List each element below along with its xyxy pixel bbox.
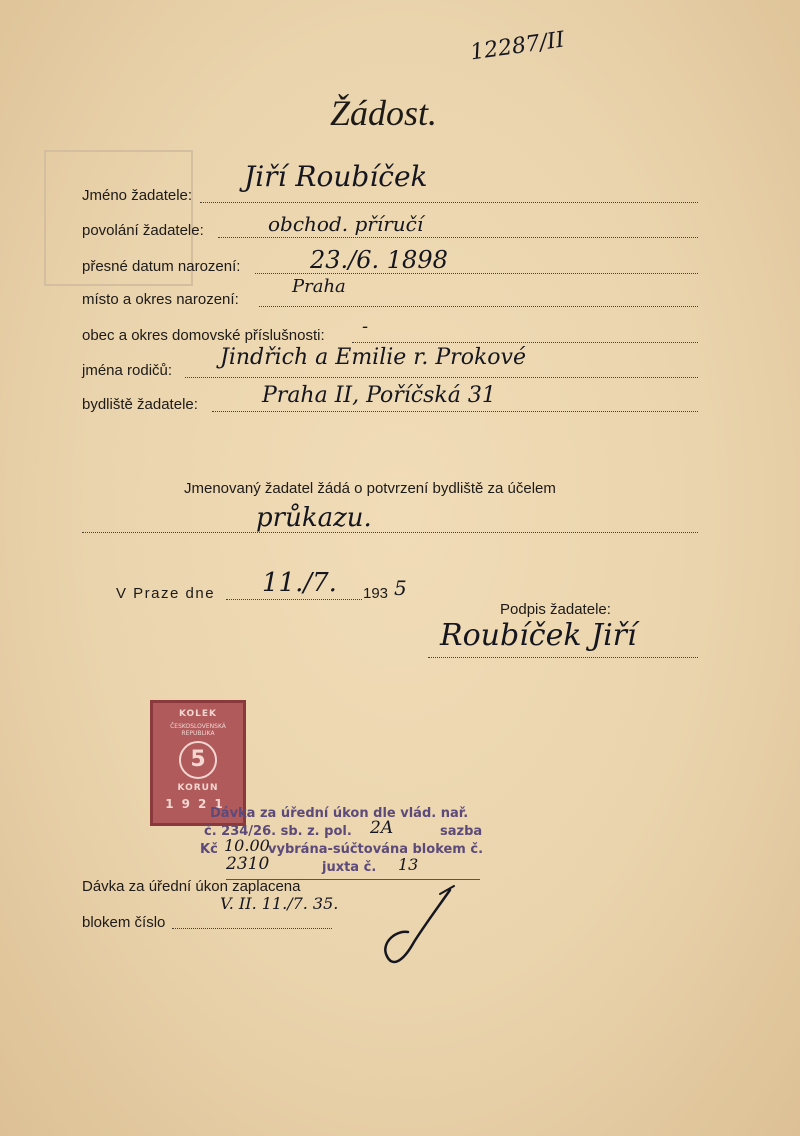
field-label-occupation: povolání žadatele:: [82, 222, 204, 239]
fee-paid-label: Dávka za úřední úkon zaplacena: [82, 878, 301, 895]
fee-stamp-line2-prefix: č. 234/26. sb. z. pol.: [204, 824, 352, 839]
revenue-stamp-middle: ČESKOSLOVENSKÁ REPUBLIKA: [170, 723, 226, 737]
request-purpose-line: [82, 532, 698, 533]
date-year-prefix: 193: [363, 585, 389, 602]
field-line-birthplace: [259, 306, 698, 307]
field-label-name: Jméno žadatele:: [82, 187, 193, 204]
field-line-name: [200, 202, 698, 203]
field-label-parents: jména rodičů:: [82, 362, 173, 379]
fee-stamp-line4-value2: 13: [398, 855, 419, 874]
fee-stamp-line2-suffix: sazba: [440, 824, 483, 839]
field-label-birthplace: místo a okres narození:: [82, 291, 239, 308]
official-initial-mark: [378, 882, 468, 974]
date-day-month: 11./7.: [262, 568, 337, 598]
field-line-occupation: [218, 237, 698, 238]
field-value-residence: Praha II, Poříčská 31: [262, 383, 496, 408]
fee-stamp-line3-prefix: Kč: [200, 842, 218, 857]
field-label-domicile: obec a okres domovské příslušnosti:: [82, 327, 325, 344]
field-value-domicile: -: [362, 316, 369, 337]
fee-stamp-line4-value: 2310: [226, 854, 270, 874]
fee-stamp-line4-mid: juxta č.: [322, 860, 377, 875]
fee-stamp-line1: Dávka za úřední úkon dle vlád. nař.: [210, 806, 469, 821]
field-line-domicile: [352, 342, 698, 343]
signature: Roubíček Jiří: [440, 618, 637, 653]
fee-stamp-line3-suffix: vybrána-súčtována blokem č.: [268, 842, 484, 857]
date-label: V Praze dne: [116, 585, 216, 602]
fee-stamp-line2-value: 2A: [370, 818, 394, 838]
fee-stamp-line3-value: 10.00: [224, 836, 270, 855]
request-purpose: průkazu.: [256, 503, 372, 533]
field-line-residence: [212, 411, 698, 412]
signature-label: Podpis žadatele:: [500, 601, 611, 618]
field-label-residence: bydliště žadatele:: [82, 396, 198, 413]
document-title: Žádost.: [330, 93, 438, 133]
fee-paid-block-label: blokem číslo: [82, 914, 166, 931]
revenue-stamp-year: 1921: [165, 797, 231, 811]
field-line-parents: [185, 377, 698, 378]
field-value-occupation: obchod. příručí: [268, 212, 424, 236]
field-value-birthplace: Praha: [292, 276, 346, 297]
field-value-parents: Jindřich a Emilie r. Prokové: [220, 345, 526, 370]
revenue-stamp-unit: KORUN: [177, 783, 219, 793]
date-year-suffix: 5: [394, 576, 407, 600]
revenue-stamp-value: 5: [179, 741, 217, 779]
field-value-name: Jiří Roubíček: [244, 160, 428, 193]
request-text: Jmenovaný žadatel žádá o potvrzení bydliště za účelem: [184, 480, 556, 497]
revenue-stamp-top: KOLEK: [178, 709, 218, 719]
fee-paid-value: V. II. 11./7. 35.: [220, 894, 339, 913]
field-label-birthdate: přesné datum narození:: [82, 258, 241, 275]
fee-paid-line: [172, 928, 332, 929]
date-line: [226, 599, 362, 600]
field-value-birthdate: 23./6. 1898: [310, 246, 448, 274]
signature-line: [428, 657, 698, 658]
archive-number: 12287/II: [468, 27, 567, 66]
